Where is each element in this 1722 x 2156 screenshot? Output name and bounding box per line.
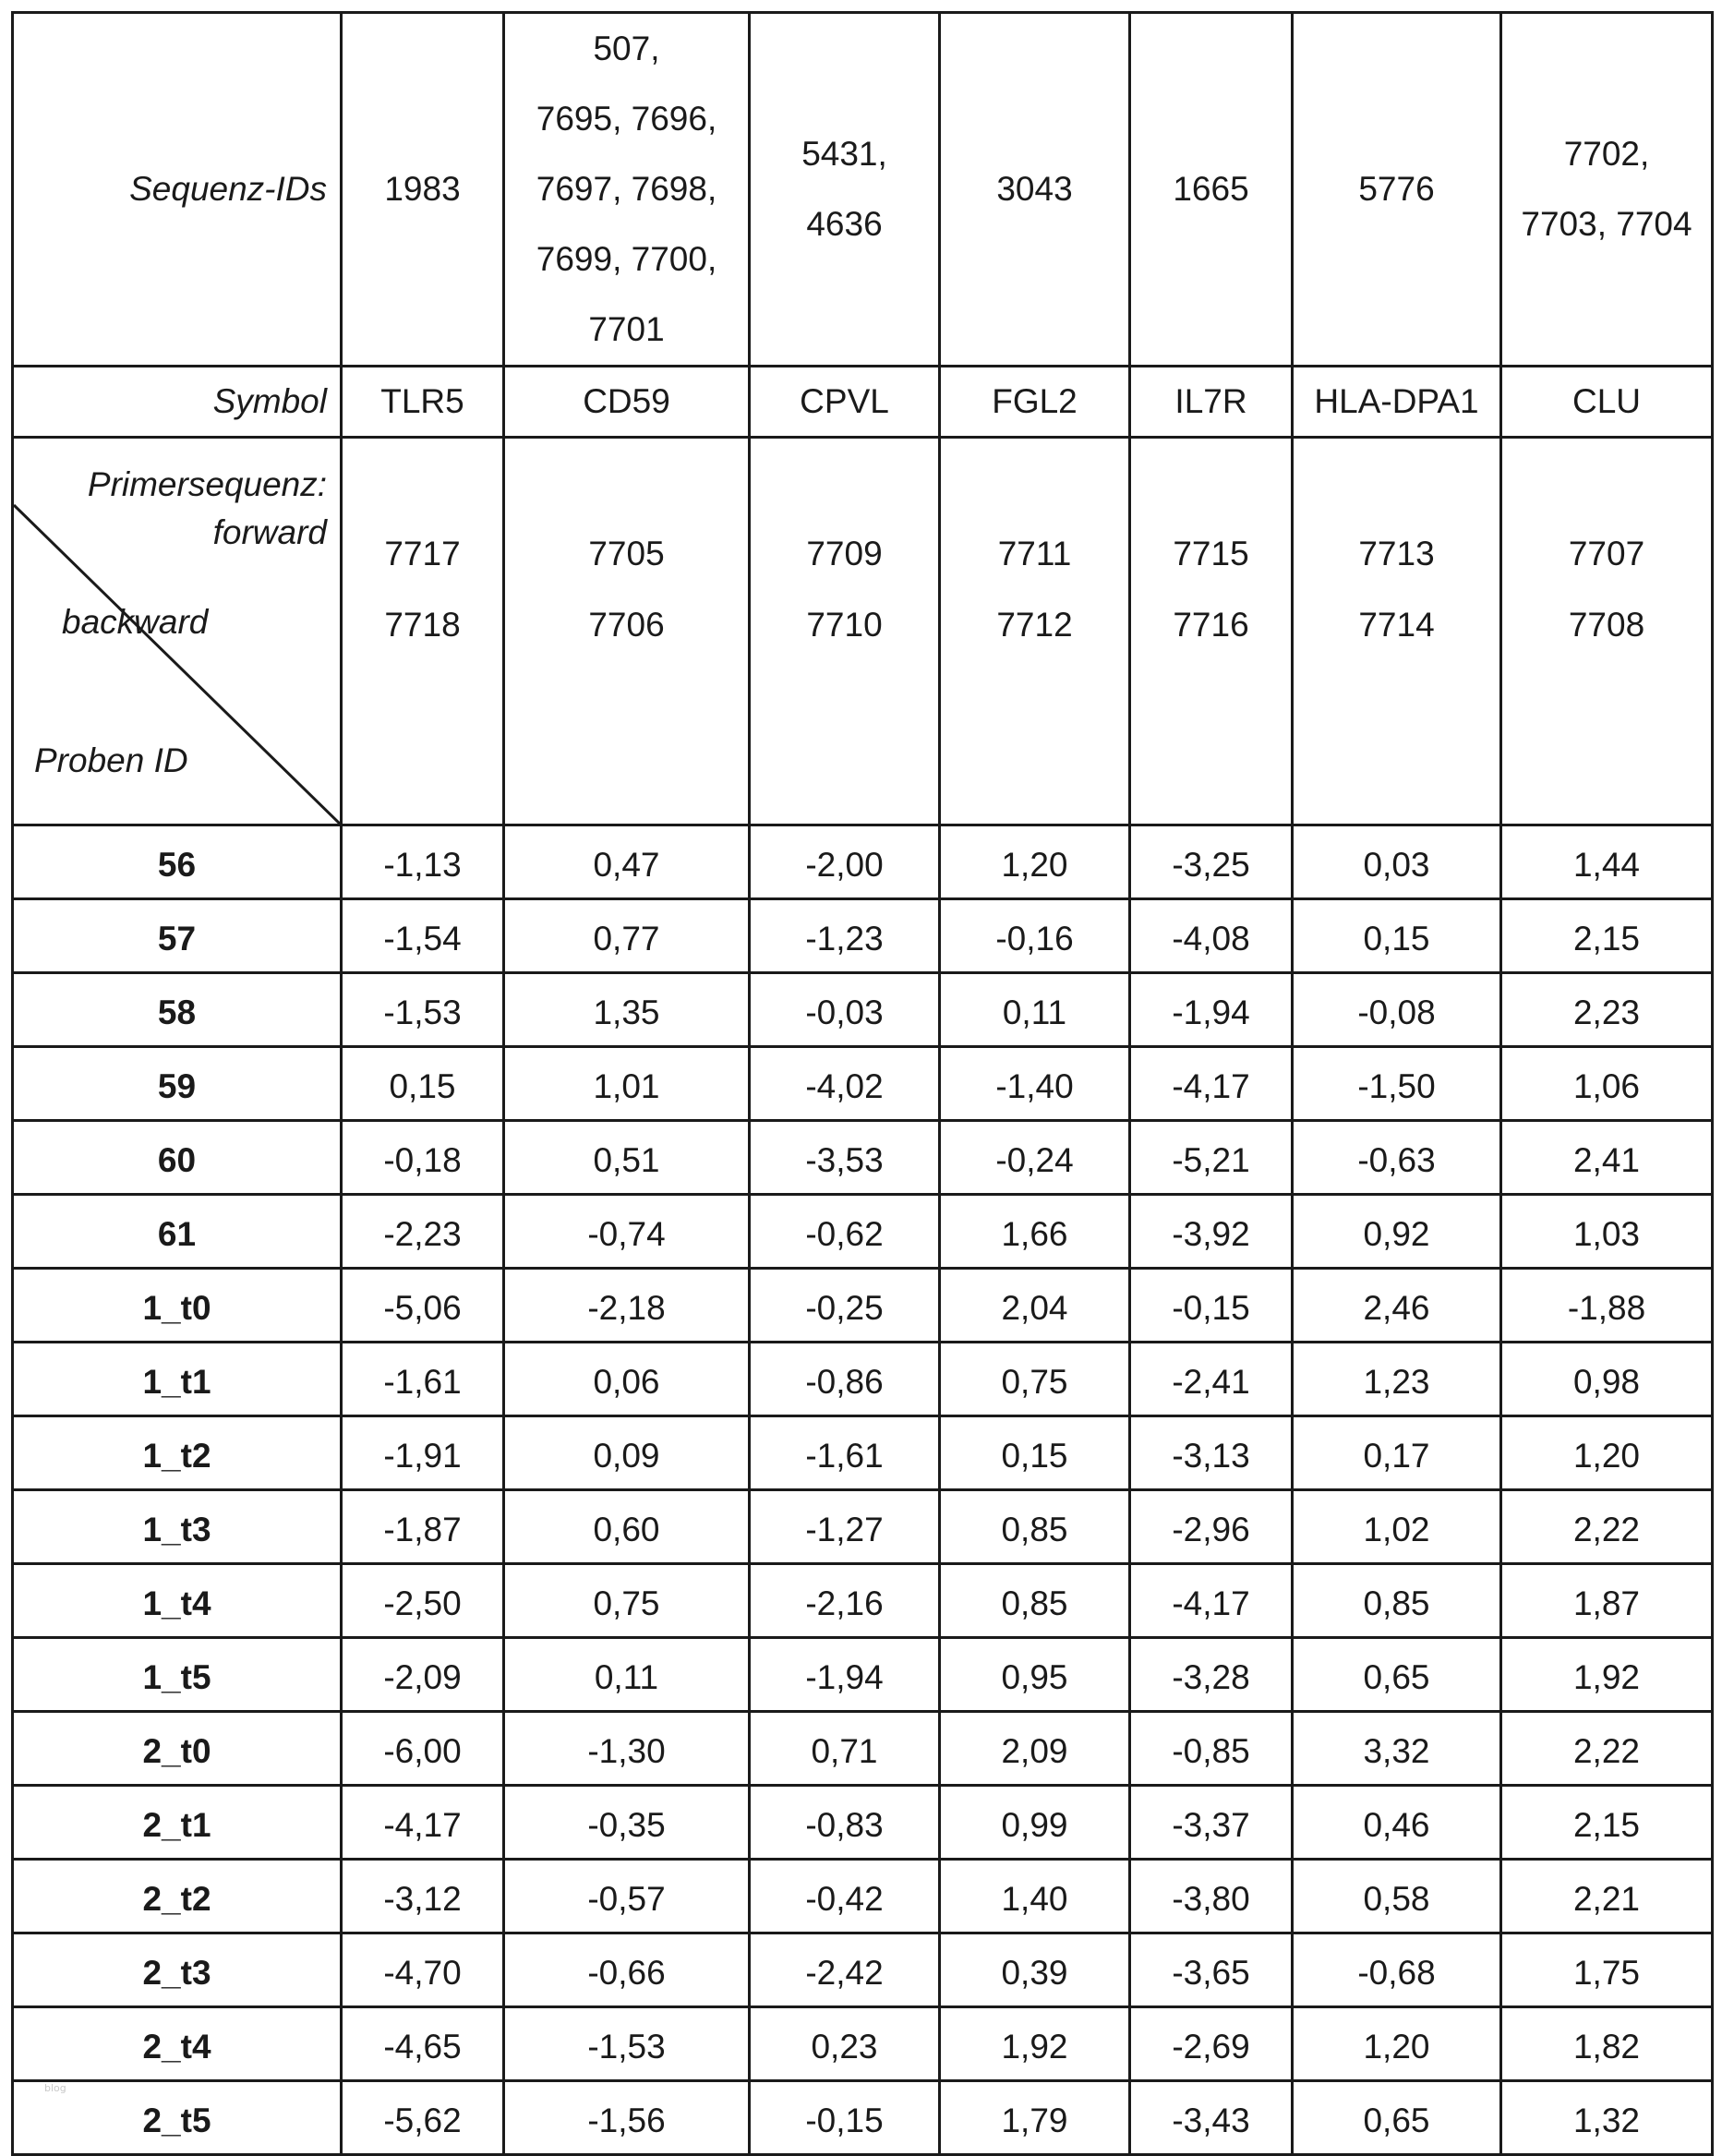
value-cell: -2,18: [504, 1269, 750, 1343]
value-cell: 0,03: [1293, 825, 1501, 899]
value-cell: -4,17: [1130, 1047, 1293, 1121]
table-row: [13, 1933, 1713, 2007]
value-cell: -0,83: [750, 1786, 940, 1860]
value-cell: 0,85: [940, 1564, 1130, 1638]
value-cell: -2,00: [750, 825, 940, 899]
value-cell: -2,23: [342, 1195, 504, 1269]
value-cell: -0,68: [1293, 1933, 1501, 2007]
sequence-id-line: 7697, 7698,: [536, 170, 717, 208]
primer-forward-id: 7709: [806, 535, 883, 572]
sequence-id-line: 7703, 7704: [1521, 205, 1692, 243]
value-cell: 0,15: [940, 1416, 1130, 1490]
value-cell: 1,82: [1501, 2007, 1713, 2081]
primer-forward-id: 7707: [1568, 535, 1645, 572]
value-cell: 0,75: [940, 1343, 1130, 1416]
value-cell: -3,25: [1130, 825, 1293, 899]
value-cell: -3,12: [342, 1860, 504, 1933]
sample-id-cell: 2_t4: [13, 2007, 342, 2081]
value-cell: 0,60: [504, 1490, 750, 1564]
value-cell: 1,44: [1501, 825, 1713, 899]
sequence-ids-label: Sequenz-IDs: [13, 13, 342, 367]
value-cell: 2,09: [940, 1712, 1130, 1786]
sequence-id-line: 7701: [588, 310, 665, 348]
value-cell: -0,16: [940, 899, 1130, 973]
value-cell: 0,23: [750, 2007, 940, 2081]
value-cell: 0,85: [1293, 1564, 1501, 1638]
sample-id-cell: 59: [13, 1047, 342, 1121]
value-cell: -0,66: [504, 1933, 750, 2007]
value-cell: -1,61: [750, 1416, 940, 1490]
value-cell: -1,50: [1293, 1047, 1501, 1121]
primer-forward-id: 7715: [1173, 535, 1249, 572]
value-cell: -0,62: [750, 1195, 940, 1269]
value-cell: -3,92: [1130, 1195, 1293, 1269]
value-cell: -4,17: [342, 1786, 504, 1860]
forward-label: forward: [212, 513, 327, 551]
sample-id-cell: 58: [13, 973, 342, 1047]
value-cell: 2,23: [1501, 973, 1713, 1047]
value-cell: -0,15: [1130, 1269, 1293, 1343]
value-cell: -3,37: [1130, 1786, 1293, 1860]
table-row: [13, 899, 1713, 973]
sample-id-cell: 60: [13, 1121, 342, 1195]
value-cell: 0,39: [940, 1933, 1130, 2007]
sequence-id-line: 5776: [1358, 170, 1435, 208]
primer-spacer: [505, 439, 748, 518]
value-cell: 1,35: [504, 973, 750, 1047]
value-cell: -2,69: [1130, 2007, 1293, 2081]
value-cell: -4,65: [342, 2007, 504, 2081]
primer-backward-id: 7706: [588, 606, 665, 644]
value-cell: -3,13: [1130, 1416, 1293, 1490]
sequence-id-line: 1983: [384, 170, 461, 208]
value-cell: 0,11: [504, 1638, 750, 1712]
sequence-ids-cell: [342, 13, 504, 367]
table-row: [13, 1786, 1713, 1860]
value-cell: -1,87: [342, 1490, 504, 1564]
sample-id-cell: 57: [13, 899, 342, 973]
primer-cell: [504, 438, 750, 825]
primer-backward-id: 7718: [384, 606, 461, 644]
value-cell: -2,09: [342, 1638, 504, 1712]
value-cell: -0,08: [1293, 973, 1501, 1047]
value-cell: -5,06: [342, 1269, 504, 1343]
value-cell: 2,22: [1501, 1712, 1713, 1786]
sample-id-cell: 1_t1: [13, 1343, 342, 1416]
value-cell: -0,24: [940, 1121, 1130, 1195]
value-cell: 0,46: [1293, 1786, 1501, 1860]
value-cell: 2,04: [940, 1269, 1130, 1343]
value-cell: 1,20: [1501, 1416, 1713, 1490]
value-cell: -0,57: [504, 1860, 750, 1933]
symbol-row: [13, 367, 1713, 438]
value-cell: -1,56: [504, 2081, 750, 2155]
value-cell: -1,13: [342, 825, 504, 899]
value-cell: -1,40: [940, 1047, 1130, 1121]
primer-backward-id: 7710: [806, 606, 883, 644]
value-cell: 1,40: [940, 1860, 1130, 1933]
sample-id-cell: 1_t2: [13, 1416, 342, 1490]
expression-table: [11, 11, 1714, 2156]
gene-symbol-cell: IL7R: [1130, 367, 1293, 438]
table-row: [13, 825, 1713, 899]
value-cell: -1,88: [1501, 1269, 1713, 1343]
sample-id-cell: 2_t5: [13, 2081, 342, 2155]
primer-backward-id: 7714: [1358, 606, 1435, 644]
value-cell: 0,75: [504, 1564, 750, 1638]
value-cell: -1,27: [750, 1490, 940, 1564]
value-cell: 0,47: [504, 825, 750, 899]
value-cell: -2,16: [750, 1564, 940, 1638]
primer-row: [13, 438, 1713, 825]
value-cell: 1,06: [1501, 1047, 1713, 1121]
primer-forward-label: [88, 461, 327, 557]
value-cell: -3,43: [1130, 2081, 1293, 2155]
value-cell: -3,28: [1130, 1638, 1293, 1712]
value-cell: 1,20: [940, 825, 1130, 899]
value-cell: -0,74: [504, 1195, 750, 1269]
primer-backward-id: 7716: [1173, 606, 1249, 644]
value-cell: -3,80: [1130, 1860, 1293, 1933]
gene-symbol-cell: CPVL: [750, 367, 940, 438]
primer-cell: [342, 438, 504, 825]
value-cell: 2,22: [1501, 1490, 1713, 1564]
value-cell: -0,86: [750, 1343, 940, 1416]
value-cell: 0,85: [940, 1490, 1130, 1564]
value-cell: 0,58: [1293, 1860, 1501, 1933]
gene-symbol-cell: CLU: [1501, 367, 1713, 438]
table-row: [13, 1638, 1713, 1712]
value-cell: -2,50: [342, 1564, 504, 1638]
value-cell: 1,23: [1293, 1343, 1501, 1416]
sample-id-cell: 1_t4: [13, 1564, 342, 1638]
sequence-id-line: 5431,: [801, 135, 887, 173]
value-cell: -1,30: [504, 1712, 750, 1786]
value-cell: 1,79: [940, 2081, 1130, 2155]
primer-spacer: [343, 439, 502, 518]
sequence-ids-cell: [1501, 13, 1713, 367]
gene-symbol-cell: CD59: [504, 367, 750, 438]
value-cell: 0,17: [1293, 1416, 1501, 1490]
value-cell: 2,41: [1501, 1121, 1713, 1195]
corner-header-cell: [13, 438, 342, 825]
value-cell: 1,32: [1501, 2081, 1713, 2155]
value-cell: -6,00: [342, 1712, 504, 1786]
value-cell: 1,92: [1501, 1638, 1713, 1712]
gene-symbol-cell: FGL2: [940, 367, 1130, 438]
table-row: [13, 1121, 1713, 1195]
value-cell: -1,54: [342, 899, 504, 973]
sequence-id-line: 507,: [593, 30, 660, 67]
table-row: [13, 1860, 1713, 1933]
value-cell: -0,42: [750, 1860, 940, 1933]
value-cell: 1,01: [504, 1047, 750, 1121]
table-row: [13, 1047, 1713, 1121]
table-row: [13, 973, 1713, 1047]
value-cell: -4,17: [1130, 1564, 1293, 1638]
primer-cell: [750, 438, 940, 825]
document-page: [11, 11, 1711, 2139]
value-cell: -2,96: [1130, 1490, 1293, 1564]
value-cell: -2,42: [750, 1933, 940, 2007]
table-row: [13, 1269, 1713, 1343]
value-cell: -4,08: [1130, 899, 1293, 973]
value-cell: -3,53: [750, 1121, 940, 1195]
table-row: [13, 1564, 1713, 1638]
sample-id-cell: 1_t0: [13, 1269, 342, 1343]
value-cell: 2,46: [1293, 1269, 1501, 1343]
primer-forward-id: 7711: [997, 535, 1072, 572]
value-cell: -1,53: [504, 2007, 750, 2081]
symbol-label: Symbol: [13, 367, 342, 438]
sample-id-cell: 2_t1: [13, 1786, 342, 1860]
table-row: [13, 2081, 1713, 2155]
value-cell: -4,02: [750, 1047, 940, 1121]
sequence-id-line: 7699, 7700,: [536, 240, 717, 278]
value-cell: 0,65: [1293, 2081, 1501, 2155]
primer-backward-id: 7708: [1568, 606, 1645, 644]
value-cell: 0,95: [940, 1638, 1130, 1712]
sample-id-label: Proben ID: [34, 741, 188, 779]
value-cell: 1,20: [1293, 2007, 1501, 2081]
table-row: [13, 1343, 1713, 1416]
table-row: [13, 1490, 1713, 1564]
value-cell: 0,06: [504, 1343, 750, 1416]
primer-cell: [1293, 438, 1501, 825]
sample-id-cell: 1_t3: [13, 1490, 342, 1564]
value-cell: -5,21: [1130, 1121, 1293, 1195]
value-cell: -0,25: [750, 1269, 940, 1343]
primer-cell: [1130, 438, 1293, 825]
value-cell: 0,11: [940, 973, 1130, 1047]
sequence-ids-cell: [750, 13, 940, 367]
value-cell: 0,92: [1293, 1195, 1501, 1269]
gene-symbol-cell: HLA-DPA1: [1293, 367, 1501, 438]
sample-id-cell: 61: [13, 1195, 342, 1269]
value-cell: 3,32: [1293, 1712, 1501, 1786]
primer-forward-id: 7705: [588, 535, 665, 572]
watermark: blog: [44, 2082, 66, 2094]
table-row: [13, 1712, 1713, 1786]
value-cell: -0,03: [750, 973, 940, 1047]
value-cell: -1,91: [342, 1416, 504, 1490]
sequence-id-line: 3043: [996, 170, 1073, 208]
primer-forward-id: 7713: [1358, 535, 1435, 572]
value-cell: -0,85: [1130, 1712, 1293, 1786]
value-cell: 2,21: [1501, 1860, 1713, 1933]
backward-label: backward: [62, 603, 209, 641]
value-cell: -2,41: [1130, 1343, 1293, 1416]
gene-symbol-cell: TLR5: [342, 367, 504, 438]
sequence-id-line: 4636: [806, 205, 883, 243]
table-row: [13, 1195, 1713, 1269]
value-cell: -1,23: [750, 899, 940, 973]
primer-forward-id: 7717: [384, 535, 461, 572]
table-row: [13, 1416, 1713, 1490]
sequence-id-line: 1665: [1173, 170, 1249, 208]
primer-spacer: [1131, 439, 1291, 518]
value-cell: -1,94: [1130, 973, 1293, 1047]
value-cell: 1,92: [940, 2007, 1130, 2081]
sample-id-cell: 2_t2: [13, 1860, 342, 1933]
sample-id-cell: 2_t3: [13, 1933, 342, 2007]
primer-label: Primersequenz:: [87, 465, 327, 503]
value-cell: 0,65: [1293, 1638, 1501, 1712]
value-cell: 2,15: [1501, 1786, 1713, 1860]
primer-backward-id: 7712: [996, 606, 1073, 644]
sample-id-cell: 2_t0: [13, 1712, 342, 1786]
sample-id-cell: 1_t5: [13, 1638, 342, 1712]
value-cell: -1,94: [750, 1638, 940, 1712]
value-cell: -1,61: [342, 1343, 504, 1416]
primer-spacer: [1294, 439, 1499, 518]
value-cell: -3,65: [1130, 1933, 1293, 2007]
value-cell: 0,71: [750, 1712, 940, 1786]
value-cell: 0,15: [1293, 899, 1501, 973]
value-cell: 0,77: [504, 899, 750, 973]
value-cell: 0,51: [504, 1121, 750, 1195]
sequence-ids-cell: [1130, 13, 1293, 367]
value-cell: 0,98: [1501, 1343, 1713, 1416]
primer-spacer: [1502, 439, 1711, 518]
value-cell: 1,66: [940, 1195, 1130, 1269]
value-cell: 2,15: [1501, 899, 1713, 973]
sample-id-cell: 56: [13, 825, 342, 899]
sequence-ids-cell: [1293, 13, 1501, 367]
value-cell: -0,15: [750, 2081, 940, 2155]
sequence-ids-row: [13, 13, 1713, 367]
value-cell: -1,53: [342, 973, 504, 1047]
value-cell: 1,03: [1501, 1195, 1713, 1269]
value-cell: 1,75: [1501, 1933, 1713, 2007]
sequence-id-line: 7695, 7696,: [536, 100, 717, 138]
primer-spacer: [941, 439, 1128, 518]
value-cell: -0,63: [1293, 1121, 1501, 1195]
value-cell: -0,18: [342, 1121, 504, 1195]
value-cell: 0,15: [342, 1047, 504, 1121]
primer-spacer: [751, 439, 938, 518]
sequence-id-line: 7702,: [1563, 135, 1650, 173]
primer-cell: [940, 438, 1130, 825]
value-cell: 0,99: [940, 1786, 1130, 1860]
primer-cell: [1501, 438, 1713, 825]
sequence-ids-cell: [940, 13, 1130, 367]
value-cell: -0,35: [504, 1786, 750, 1860]
value-cell: 1,02: [1293, 1490, 1501, 1564]
value-cell: 0,09: [504, 1416, 750, 1490]
value-cell: -4,70: [342, 1933, 504, 2007]
sequence-ids-cell: [504, 13, 750, 367]
value-cell: -5,62: [342, 2081, 504, 2155]
table-row: [13, 2007, 1713, 2081]
value-cell: 1,87: [1501, 1564, 1713, 1638]
